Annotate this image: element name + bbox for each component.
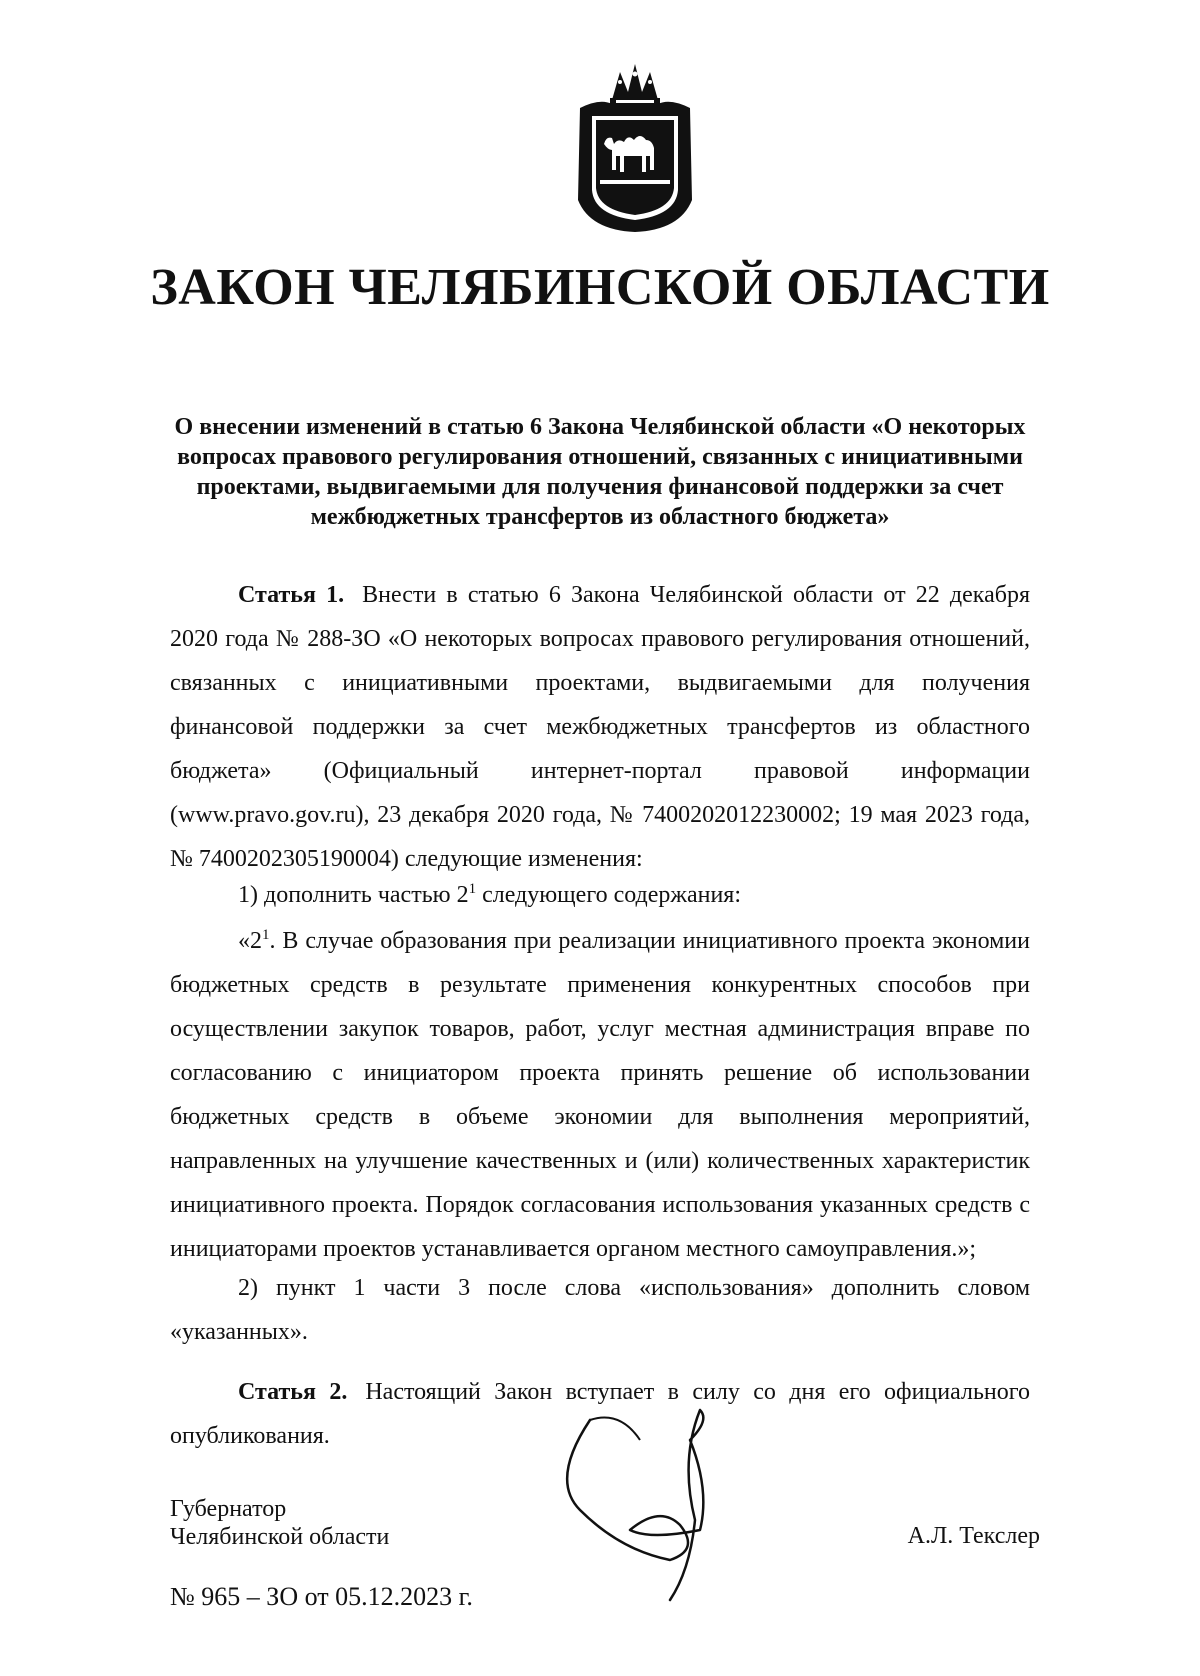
item-1-prefix: 1) дополнить частью 2 (238, 882, 469, 908)
article-1-item-2: 2) пункт 1 части 3 после слова «использования» дополнить словом «указанных». (170, 1275, 1030, 1345)
item-1-superscript: 1 (468, 881, 477, 897)
article-1-item-1 (170, 873, 1030, 917)
signer-title-line-1: Губернатор (170, 1496, 287, 1522)
article-1-text: Внести в статью 6 Закона Челябинской области от 22 декабря 2020 года № 288-ЗО «О некоторых вопросах правового регулирования отношений, связанных с инициативными проектами, выдвигаемыми для получения финансовой поддержки за счет межбюджетных трансфертов из областного бюджета» (Официальный интернет-портал правовой информации (www.pravo.gov.ru), 23 декабря 2020 года, № 7400202012230002; 19 мая 2023 года, № 7400202305190004) следующие изменения: (170, 582, 1030, 872)
article-1-label: Статья 1. (238, 582, 345, 608)
article-1-paragraph (170, 573, 1030, 881)
law-number-date: № 965 – ЗО от 05.12.2023 г. (170, 1582, 473, 1611)
article-2-text: Настоящий Закон вступает в силу со дня его официального опубликования. (170, 1379, 1030, 1449)
signer-name: А.Л. Текслер (907, 1523, 1040, 1549)
article-1-quoted-part (170, 919, 1030, 1271)
coat-of-arms-icon (570, 60, 700, 235)
quote-text: . В случае образования при реализации инициативного проекта экономии бюджетных средств в результате применения конкурентных способов при осуществлении закупок товаров, работ, услуг местная администрация вправе по согласованию с инициатором проекта принять решение об использовании бюджетных средств в объеме экономии для выполнения мероприятий, направленных на улучшение качественных и (или) количественных характеристик инициативного проекта. Порядок согласования использования указанных средств с инициаторами проектов устанавливается органом местного самоуправления.»; (170, 928, 1030, 1262)
law-subtitle: О внесении изменений в статью 6 Закона Челябинской области «О некоторых вопросах правового регулирования отношений, связанных с инициативными проектами, выдвигаемыми для получения финансовой поддержки за счет межбюджетных трансфертов из областного бюджета» (174, 414, 1026, 530)
signer-title (170, 1495, 389, 1551)
item-1-suffix: следующего содержания: (476, 882, 742, 908)
handwritten-signature (560, 1400, 750, 1610)
quote-prefix: «2 (238, 928, 262, 954)
article-2-label: Статья 2. (238, 1379, 348, 1405)
signer-title-line-2: Челябинской области (170, 1524, 390, 1550)
law-title: ЗАКОН ЧЕЛЯБИНСКОЙ ОБЛАСТИ (150, 259, 1050, 316)
quote-superscript: 1 (262, 927, 270, 943)
